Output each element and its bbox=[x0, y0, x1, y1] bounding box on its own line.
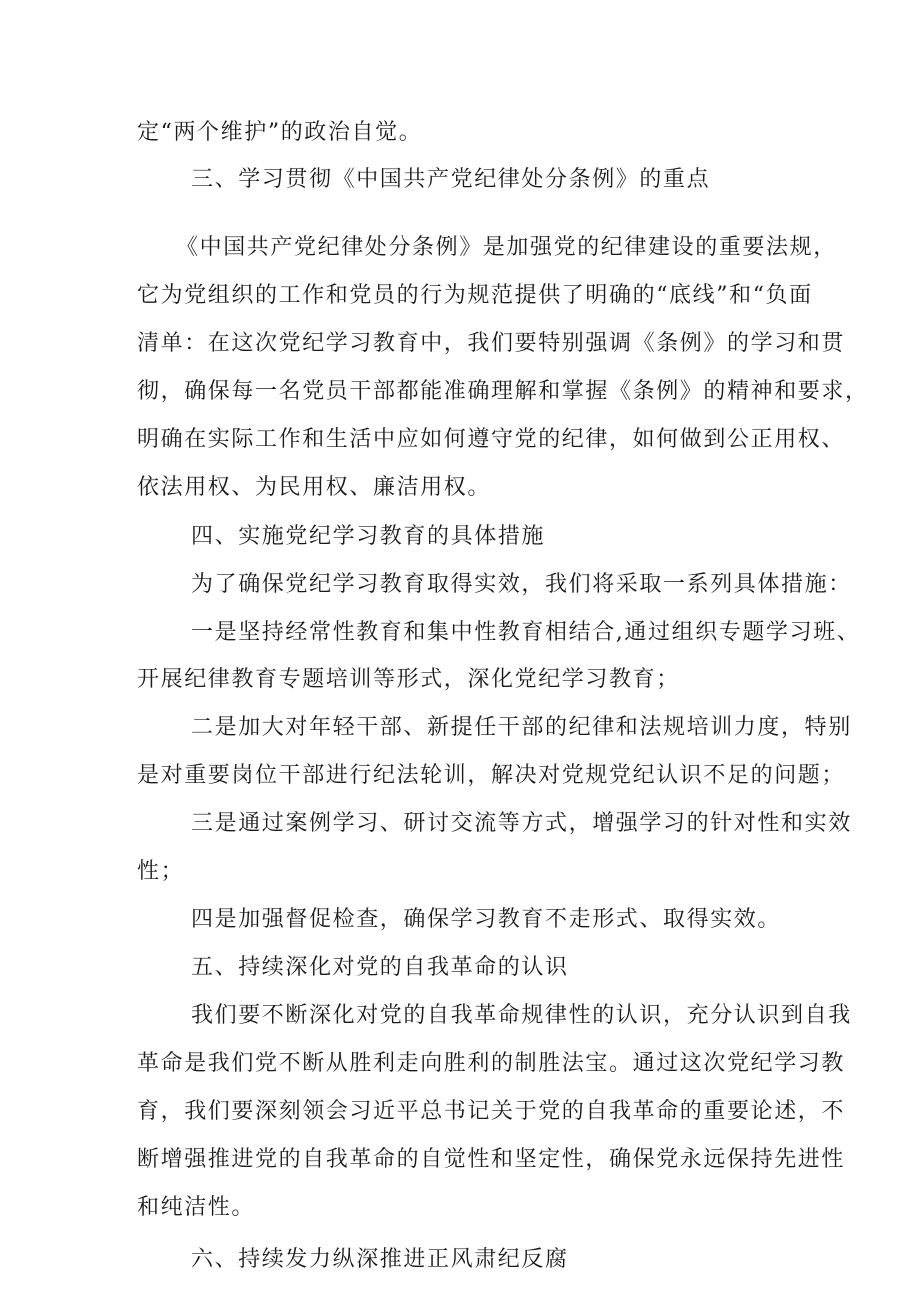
section-heading: 六、持续发力纵深推进正风肃纪反腐 bbox=[191, 1247, 569, 1272]
text-line: 三是通过案例学习、研讨交流等方式，增强学习的针对性和实效 bbox=[191, 811, 852, 836]
text-line: 《中国共产党纪律处分条例》是加强党的纪律建设的重要法规， bbox=[176, 235, 837, 260]
section-heading: 四、实施党纪学习教育的具体措施 bbox=[191, 524, 546, 549]
text-line: 清单：在这次党纪学习教育中，我们要特别强调《条例》的学习和贯 bbox=[137, 331, 846, 356]
text-line: 定“两个维护”的政治自觉。 bbox=[137, 120, 423, 145]
text-line: 我们要不断深化对党的自我革命规律性的认识，充分认识到自我 bbox=[191, 1003, 852, 1028]
text-line: 育，我们要深刻领会习近平总书记关于党的自我革命的重要论述，不 bbox=[137, 1099, 846, 1124]
text-line: 断增强推进党的自我革命的自觉性和坚定性，确保党永远保持先进性 bbox=[137, 1147, 846, 1172]
text-line: 和纯洁性。 bbox=[137, 1195, 256, 1220]
text-line: 明确在实际工作和生活中应如何遵守党的纪律，如何做到公正用权、 bbox=[137, 427, 846, 452]
text-line: 它为党组织的工作和党员的行为规范提供了明确的“底线”和“负面 bbox=[137, 283, 813, 308]
text-line: 革命是我们党不断从胜利走向胜利的制胜法宝。通过这次党纪学习教 bbox=[137, 1051, 846, 1076]
text-line: 为了确保党纪学习教育取得实效，我们将采取一系列具体措施： bbox=[191, 572, 852, 597]
text-line: 依法用权、为民用权、廉洁用权。 bbox=[137, 475, 492, 500]
text-line: 二是加大对年轻干部、新提任干部的纪律和法规培训力度，特别 bbox=[191, 715, 852, 740]
text-line: 一是坚持经常性教育和集中性教育相结合,通过组织专题学习班、 bbox=[191, 620, 861, 645]
text-line: 开展纪律教育专题培训等形式，深化党纪学习教育； bbox=[137, 667, 680, 692]
section-heading: 三、学习贯彻《中国共产党纪律处分条例》的重点 bbox=[191, 167, 711, 192]
text-line: 四是加强督促检查，确保学习教育不走形式、取得实效。 bbox=[191, 907, 782, 932]
text-line: 彻，确保每一名党员干部都能准确理解和掌握《条例》的精神和要求， bbox=[137, 379, 869, 404]
section-heading: 五、持续深化对党的自我革命的认识 bbox=[191, 955, 569, 980]
text-line: 是对重要岗位干部进行纪法轮训，解决对党规党纪认识不足的问题； bbox=[137, 763, 846, 788]
text-line: 性； bbox=[137, 859, 185, 884]
